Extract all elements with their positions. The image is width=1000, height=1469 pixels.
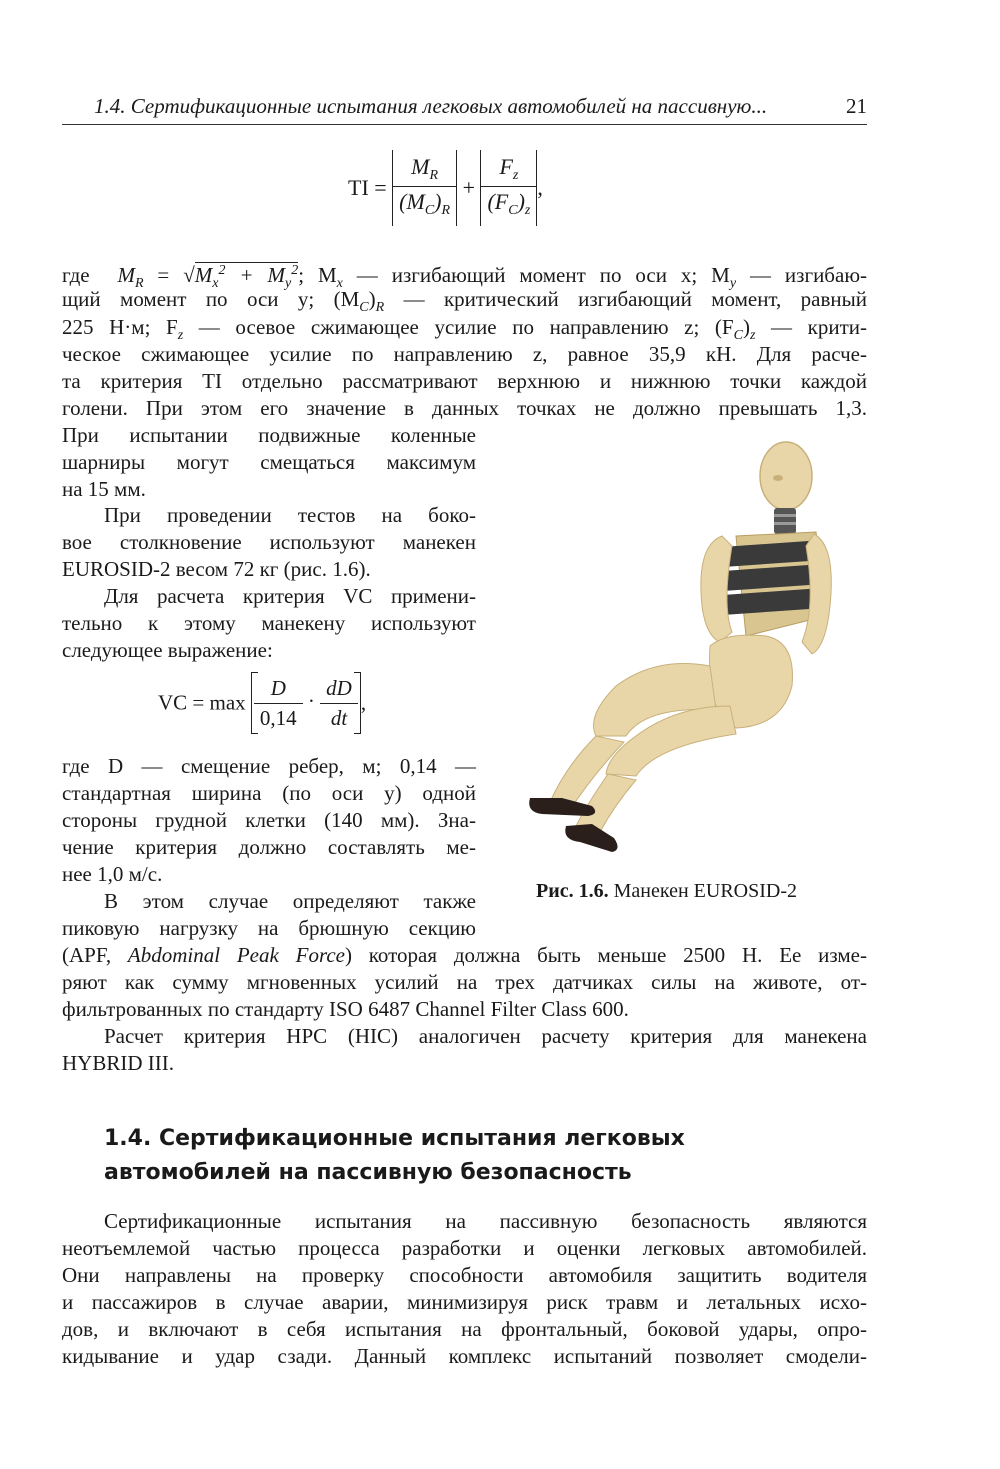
para4-line5: нее 1,0 м/с.	[62, 862, 163, 886]
figure-caption-label: Рис. 1.6.	[536, 880, 609, 902]
para6-line1: Расчет критерия HPC (HIC) аналогичен расчету критерия для манекена	[104, 1024, 867, 1048]
para1-line6: голени. При этом его значение в данных точках не должно превышать 1,3.	[62, 396, 867, 420]
text: — критический изгибающий момент, равный	[384, 287, 867, 311]
text: ; M	[298, 263, 337, 287]
text: — крити-	[755, 315, 867, 339]
formula-vc-num2: dD	[320, 676, 358, 704]
text: )	[742, 315, 750, 339]
text: 2	[291, 263, 299, 278]
para5-line2: пиковую нагрузку на брюшную секцию	[62, 916, 476, 940]
text: y	[729, 276, 737, 291]
formula-ti-den2-outer-sub: z	[524, 203, 531, 218]
formula-ti-lhs: TI =	[348, 175, 387, 200]
text: R	[375, 300, 385, 315]
text: M	[117, 263, 135, 287]
text: 2	[218, 263, 226, 278]
text: x	[212, 276, 219, 291]
para2-line1: При проведении тестов на боко-	[104, 503, 476, 527]
text: M	[194, 263, 213, 287]
text: z	[177, 328, 184, 343]
para2-line3: EUROSID-2 весом 72 кг (рис. 1.6).	[62, 557, 371, 581]
para7-line5: дов, и включают в себя испытания на фронтальный, боковой удары, опро-	[62, 1317, 867, 1341]
para6-line2: HYBRID III.	[62, 1051, 174, 1075]
para7-line2: неотъемлемой частью процесса разработки и оценки легковых автомобилей.	[62, 1236, 867, 1260]
formula-vc	[158, 672, 366, 738]
para7-line4: и пассажиров в случае аварии, минимизируя риск травм и летальных исхо-	[62, 1290, 867, 1314]
figure-eurosid-dummy	[496, 436, 856, 866]
formula-vc-trail: ,	[360, 690, 367, 715]
text: ) которая должна быть меньше 2500 Н. Ее изме-	[345, 943, 867, 967]
text: z	[749, 328, 756, 343]
section-heading-line1: 1.4. Сертификационные испытания легковых	[104, 1126, 685, 1151]
para5-line1: В этом случае определяют также	[104, 889, 476, 913]
para7-line6: кидывание и удар сзади. Данный комплекс испытаний позволяет смодели-	[62, 1344, 867, 1368]
para2-line2: вое столкновение используют манекен	[62, 530, 476, 554]
formula-vc-num1: D	[254, 676, 303, 704]
formula-ti-den2-close: )	[517, 189, 525, 214]
para1-line5: та критерия TI отдельно рассматривают верхнюю и нижнюю точки каждой	[62, 369, 867, 393]
text: — изгибаю-	[736, 263, 867, 287]
text: (APF,	[62, 943, 128, 967]
formula-ti	[348, 150, 543, 230]
para1-line7: При испытании подвижные коленные	[62, 423, 476, 447]
para1-line4: ческое сжимающее усилие по направлению z, равное 35,9 кН. Для расче-	[62, 342, 867, 366]
text: y	[284, 276, 292, 291]
text: 225 Н·м; F	[62, 315, 178, 339]
figure-caption	[536, 880, 797, 903]
text: C	[359, 300, 369, 315]
para3-line3: следующее выражение:	[62, 638, 273, 662]
text: щий момент по оси y; (M	[62, 287, 360, 311]
text: где	[62, 263, 90, 287]
text: C	[733, 328, 743, 343]
para1-line9: на 15 мм.	[62, 477, 146, 501]
text: — осевое сжимающее усилие по направлению z; (F	[183, 315, 734, 339]
section-heading-line2: автомобилей на пассивную безопасность	[104, 1160, 632, 1185]
text: = √	[143, 263, 195, 287]
formula-vc-lhs: VC = max	[158, 690, 246, 715]
para7-line1: Сертификационные испытания на пассивную безопасность являются	[104, 1209, 867, 1233]
para5-line5: фильтрованных по стандарту ISO 6487 Channel Filter Class 600.	[62, 997, 629, 1021]
running-header	[62, 90, 867, 125]
formula-ti-den1-sub: C	[424, 203, 435, 218]
formula-ti-den1-close: )	[434, 189, 442, 214]
formula-vc-den1: 0,14	[259, 706, 297, 730]
text: x	[336, 276, 343, 291]
para4-line3: стороны грудной клетки (140 мм). Зна-	[62, 808, 476, 832]
para5-line4: ряют как сумму мгновенных усилий на трех датчиках силы на животе, от-	[62, 970, 867, 994]
formula-ti-den2-sub: C	[508, 203, 518, 218]
text: + M	[225, 263, 285, 287]
formula-ti-num2: F	[499, 154, 513, 179]
para7-line3: Они направлены на проверку способности автомобиля защитить водителя	[62, 1263, 867, 1287]
formula-ti-trail: ,	[537, 175, 543, 200]
formula-ti-den1-outer-sub: R	[441, 203, 451, 218]
formula-ti-num1-sub: R	[429, 168, 439, 183]
text: — изгибающий момент по оси x; M	[342, 263, 730, 287]
formula-ti-den2: (F	[487, 189, 509, 214]
formula-ti-den1: (M	[399, 189, 425, 214]
dummy-illustration	[496, 436, 856, 866]
text: Abdominal Peak Force	[127, 943, 345, 967]
running-header-title: 1.4. Сертификационные испытания легковых автомобилей на пассивную...	[94, 94, 768, 118]
figure-caption-text: Манекен EUROSID-2	[608, 880, 797, 902]
formula-ti-num2-sub: z	[512, 168, 519, 183]
para5-line3	[62, 942, 867, 968]
para4-line2: стандартная ширина (по оси y) одной	[62, 781, 476, 805]
formula-ti-plus: +	[462, 175, 475, 200]
formula-ti-num1: M	[411, 154, 430, 179]
para3-line1: Для расчета критерия VC примени-	[104, 584, 476, 608]
formula-vc-dot: ·	[307, 689, 315, 713]
para4-line4: чение критерия должно составлять ме-	[62, 835, 476, 859]
para1-line8: шарниры могут смещаться максимум	[62, 450, 476, 474]
text: )	[368, 287, 376, 311]
text: R	[134, 276, 144, 291]
formula-vc-den2: dt	[330, 706, 348, 730]
page-number: 21	[846, 94, 867, 118]
para3-line2: тельно к этому манекену используют	[62, 611, 476, 635]
para4-line1: где D — смещение ребер, м; 0,14 —	[62, 754, 476, 778]
